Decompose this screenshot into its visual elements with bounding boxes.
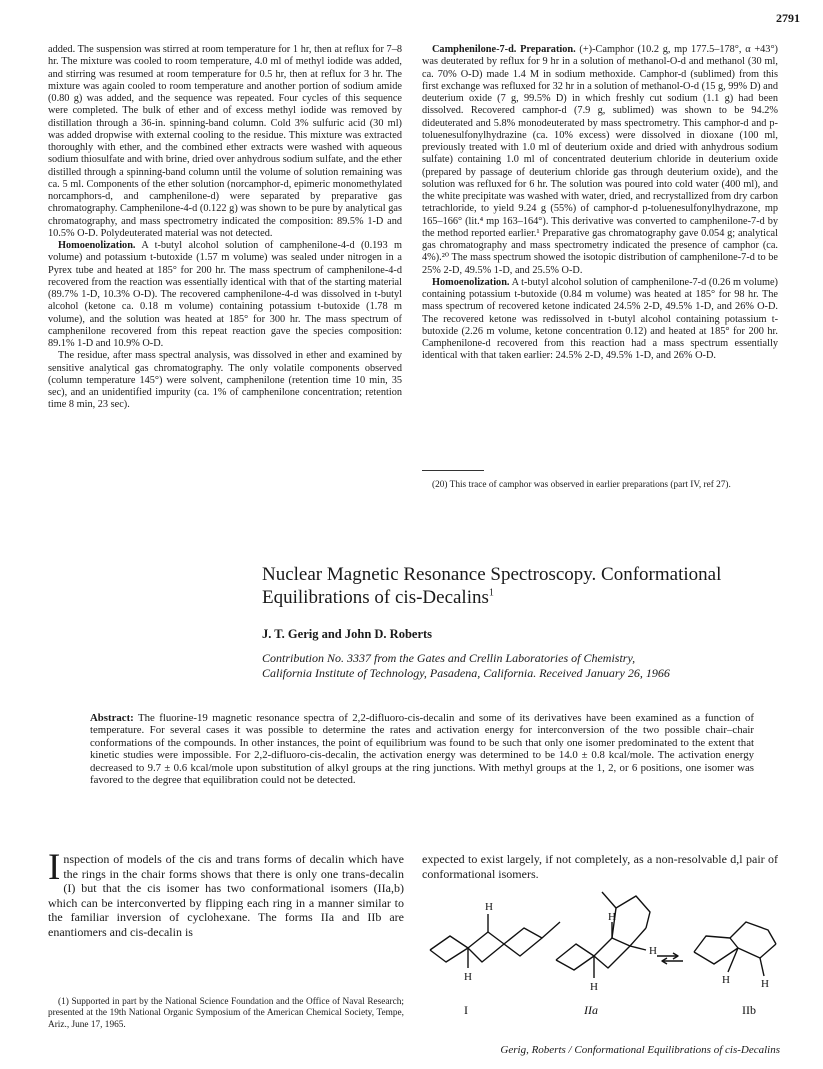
affiliation-line: California Institute of Technology, Pasadena, California. Received January 26, 1966 bbox=[262, 666, 670, 680]
article-affiliation bbox=[262, 651, 782, 681]
atom-label-h: H bbox=[590, 981, 598, 993]
running-footer: Gerig, Roberts / Conformational Equilibrations of cis-Decalins bbox=[500, 1044, 780, 1056]
footnote-1: (1) Supported in part by the National Science Foundation and the Office of Naval Research; presented at the 19th National Organic Symposium of the American Chemical Society, Tempe, Ariz., June 17, 1965. bbox=[48, 997, 404, 1030]
structure-label-i: I bbox=[464, 1003, 468, 1017]
article-title: Nuclear Magnetic Resonance Spectroscopy. Conformational Equilibrations of cis-Decalins$^1$ bbox=[262, 564, 722, 608]
structure-label-iia: IIa bbox=[584, 1003, 598, 1017]
atom-label-h: H bbox=[649, 945, 657, 957]
atom-label-h: H bbox=[761, 978, 769, 990]
paragraph-text: A t-butyl alcohol solution of camphenilone-4-d (0.193 m volume) and potassium t-butoxide (1.57 m volume) was sealed under nitrogen in a Pyrex tube and heated at 185° for 200 hr. The mass spectrum of camphenilone-4-d recovered from the reaction was essentially identical with that of the starting material (89.7% 1-D, 10.3% O-D). The recovered camphenilone-4-d was dissolved in t-butyl alcohol (ketone ca. 0.18 m volume) containing potassium t-butoxide (1.78 m volume), and the solution was heated at 185° for 300 hr. The mass spectrum of camphenilone recovered from this repeat reaction gave the species composition: 89.1% 1-D and 10.9% O-D. bbox=[48, 240, 402, 349]
body-column-right: expected to exist largely, if not completely, as a non-resolvable d,l pair of conformational isomers. bbox=[422, 852, 778, 881]
drop-cap: I bbox=[48, 847, 61, 888]
section-lead-in: Camphenilone-7-d. Preparation. bbox=[432, 44, 576, 55]
footnote-20: (20) This trace of camphor was observed in earlier preparations (part IV, ref 27). bbox=[432, 480, 731, 490]
paragraph-text: A t-butyl alcohol solution of camphenilone-7-d (0.26 m volume) containing potassium t-butoxide (0.84 m volume) was heated at 185° for 98 hr. The mass spectrum of recovered ketone indicated 24.5% 2-D, 49.5% 1-D, and 26% O-D. The recovered ketone was redissolved in t-butyl alcohol containing potassium t-butoxide (2.26 m volume, ketone concentration 0.12) and heated at 185° for 200 hr. Camphenilone-d recovered from this reaction had a mass spectrum essentially identical with that taken earlier: 24.5% 2-D, 49.5% 1-D, and 26% O-D. bbox=[422, 276, 778, 362]
experimental-paragraph bbox=[422, 44, 778, 277]
page-number: 2791 bbox=[776, 11, 800, 25]
abstract-label: Abstract: bbox=[90, 712, 134, 724]
atom-label-h: H bbox=[722, 974, 730, 986]
atom-label-h: H bbox=[485, 901, 493, 913]
structure-label-iib: IIb bbox=[742, 1003, 756, 1017]
experimental-paragraph: added. The suspension was stirred at room temperature for 1 hr, then at reflux for 7–8 hr. The mixture was cooled to room temperature, 4.0 ml of methyl iodide was added, and stirring was resumed at room temperature for 0.5 hr, then at reflux for 3 hr. The mixture was again cooled to room temperature and another portion of sodium amide (0.80 g) was added, and the sequence was repeated. Four cycles of this sequence were completed. The bulk of ether and of excess methyl iodide was removed by distillation through a 36-in. spinning-band column. Cold 3% sulfuric acid (30 ml) was added dropwise with external cooling to the residue. This mixture was extracted thoroughly with ether, and the combined ether extracts were washed with aqueous sodium thiosulfate and with brine, dried over anhydrous sodium sulfate, and the ether distilled through a spinning-band column until the volume of solution remaining was ca. 5 ml. Components of the ether solution (norcamphor-d, epimeric monomethylated norcamphors-d, and camphenilone-d) were separated by preparative gas chromatography. Camphenilone-4-d (0.122 g) was shown to be pure by analytical gas chromatography, and mass spectrometry indicated the composition: 89.5% 1-D and 10.5% O-D. Polydeuterated material was not detected. bbox=[48, 44, 402, 239]
experimental-paragraph bbox=[48, 240, 402, 350]
trans-decalin-structure bbox=[430, 922, 560, 950]
affiliation-line: Contribution No. 3337 from the Gates and Crellin Laboratories of Chemistry, bbox=[262, 651, 636, 665]
section-lead-in: Homoenolization. bbox=[58, 240, 136, 251]
abstract bbox=[90, 712, 754, 786]
title-footnote-mark: 1 bbox=[488, 587, 494, 599]
atom-label-h: H bbox=[608, 911, 616, 923]
decalin-conformations-diagram bbox=[424, 882, 778, 1022]
body-text: nspection of models of the cis and trans forms of decalin which have the rings in the chair forms shows that there is only one trans-decalin (I) but that the cis isomer has two conformational isomers (IIa,b) which can be interconverted by flipping each ring in a manner similar to the familiar inversion of cyclohexane. The forms IIa and IIb are enantiomers and cis-decalin is bbox=[48, 852, 404, 939]
article-authors: J. T. Gerig and John D. Roberts bbox=[262, 627, 433, 641]
experimental-paragraph: The residue, after mass spectral analysis, was dissolved in ether and examined by sensitive analytical gas chromatography. The only volatile components observed (column temperature 145°) were solvent, camphenilone (retention time 10 min, 35 sec), and an unidentified impurity (ca. 1% of camphenilone concentration; retention time 8 min, 23 sec). bbox=[48, 350, 402, 411]
experimental-column-left bbox=[48, 44, 402, 412]
abstract-text: The fluorine-19 magnetic resonance spectra of 2,2-difluoro-cis-decalin and some of its derivatives have been examined as a function of temperature. For several cases it was possible to determine the rates and activation energy for interconversion of the two possible chair–chair conformations of the compounds. In other instances, the point of equilibrium was found to be such that only one isomer predominated to the extent that kinetic studies were impossible. For 2,2-difluoro-cis-decalin, the activation energy was determined to be 14.0 ± 0.8 kcal/mole. The activation energy decreased to 9.7 ± 0.6 kcal/mole upon substitution of alkyl groups at the ring junctions. With methyl groups at the 1, 2, or 6 positions, one isomer was favored to the degree that equilibration could not be detected. bbox=[90, 712, 754, 787]
body-column-left bbox=[48, 847, 404, 940]
paragraph-text: (+)-Camphor (10.2 g, mp 177.5–178°, α +43°) was deuterated by reflux for 9 hr in a solution of methanol-O-d and methanol (30 ml, ca. 70% O-D) made 1.4 M in sodium methoxide. Camphor-d (sublimed) from this first exchange was refluxed for 32 hr in a solution of methanol-O-d (15 g, 99% D) and deuterium oxide (7 g, 99.5% D) in which freshly cut sodium (1.1 g) had been dissolved. Recovered camphor-d (7.9 g, sublimed) was shown to be 94.2% dideuterated and 5.8% monodeuterated by mass spectrometry. This camphor-d and p-toluenesulfonylhydrazine (ca. 10% excess) were dissolved in dioxane (100 ml, previously treated with 1.0 ml of deuterium oxide and dried with anhydrous sodium sulfate) containing 1.0 ml of concentrated deuterium chloride in deuterium oxide (prepared by passage of deuterium chloride gas through deuterium oxide), and the solution was refluxed for 6 hr. The solution was poured into cold water (400 ml), and the white precipitate was washed with water, dried, and recrystallized from dry carbon tetrachloride, to yield 9.24 g (55%) of camphor-d p-toluenesulfonylhydrazone, mp 165–166° (lit.⁴ mp 163–164°). This derivative was converted to camphenilone-7-d by the method reported earlier.¹ Preparative gas chromatography gave 0.054 g; analytical gas chromatography and mass spectrometry indicated the presence of camphor (ca. 4%).²⁰ The mass spectrum showed the isotopic distribution of camphenilone-7-d to be 25% 2-D, 49.5% 1-D, and 25.5% O-D. bbox=[422, 44, 779, 276]
experimental-column-right bbox=[422, 44, 778, 363]
experimental-paragraph bbox=[422, 277, 778, 363]
footnote-rule bbox=[422, 470, 484, 471]
cis-decalin-conformer-a bbox=[556, 928, 646, 960]
atom-label-h: H bbox=[464, 971, 472, 983]
section-lead-in: Homoenolization. bbox=[432, 276, 510, 288]
